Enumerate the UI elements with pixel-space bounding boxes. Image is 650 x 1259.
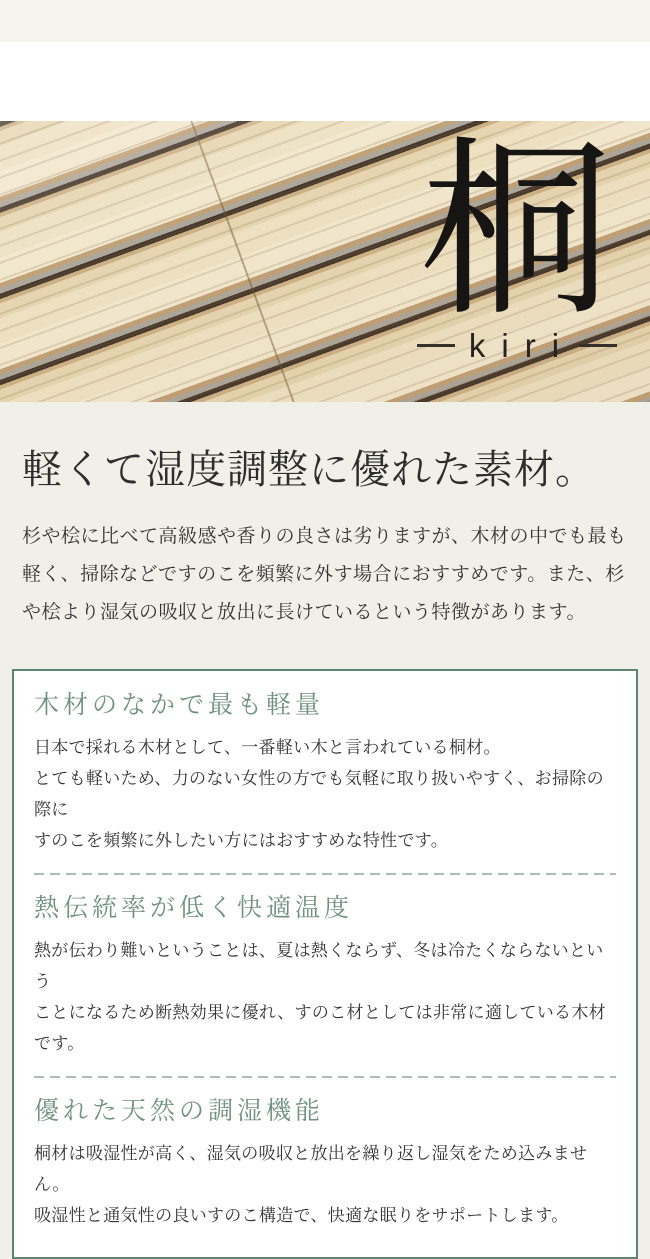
intro-paragraph	[22, 518, 628, 632]
hero-wood-photo	[0, 121, 650, 402]
page-title: 軽くて湿度調整に優れた素材。	[22, 448, 596, 492]
kanji-kiri-mark: 桐	[420, 123, 612, 338]
feature-box	[12, 669, 638, 1259]
feature-line: 吸湿性と通気性の良いすのこ構造で、快適な眠りをサポートします。	[34, 1206, 569, 1225]
intro-line: 杉や桧に比べて高級感や香りの良さは劣りますが、木材の中でも最も	[22, 526, 627, 547]
dashed-divider	[34, 1076, 616, 1078]
feature-line: 桐材は吸湿性が高く、湿気の吸収と放出を繰り返し湿気をため込みません。	[34, 1144, 588, 1194]
feature-line: 日本で採れる木材として、一番軽い木と言われている桐材。	[34, 738, 501, 757]
dash-line-left	[417, 344, 455, 347]
top-cream-strip	[0, 0, 650, 42]
romaji-row	[392, 329, 642, 362]
main-section	[0, 402, 650, 1259]
feature-line: とても軽いため、力のない女性の方でも気軽に取り扱いやすく、お掃除の際に	[34, 769, 604, 819]
feature-title: 優れた天然の調湿機能	[34, 1097, 325, 1125]
feature-humidity	[34, 1097, 616, 1231]
feature-line: 熱が伝わり難いということは、夏は熱くならず、冬は冷たくならないという	[34, 941, 604, 991]
feature-title: 熱伝統率が低く快適温度	[34, 894, 354, 922]
feature-lightweight	[34, 691, 616, 856]
intro-line: 軽く、掃除などですのこを頻繁に外す場合におすすめです。また、杉	[22, 564, 625, 585]
feature-body	[34, 1138, 616, 1231]
intro-line: や桧より湿気の吸収と放出に長けているという特徴があります。	[22, 602, 586, 623]
feature-line: すのこを頻繁に外したい方にはおすすめな特性です。	[34, 831, 449, 850]
romaji-label: kiri	[468, 327, 576, 364]
feature-line: ことになるため断熱効果に優れ、すのこ材としては非常に適している木材です。	[34, 1003, 606, 1053]
dashed-divider	[34, 873, 616, 875]
feature-insulation	[34, 894, 616, 1059]
feature-body	[34, 935, 616, 1059]
feature-title: 木材のなかで最も軽量	[34, 691, 325, 719]
feature-body	[34, 732, 616, 856]
white-spacer-band	[0, 42, 650, 121]
dash-line-right	[579, 344, 617, 347]
